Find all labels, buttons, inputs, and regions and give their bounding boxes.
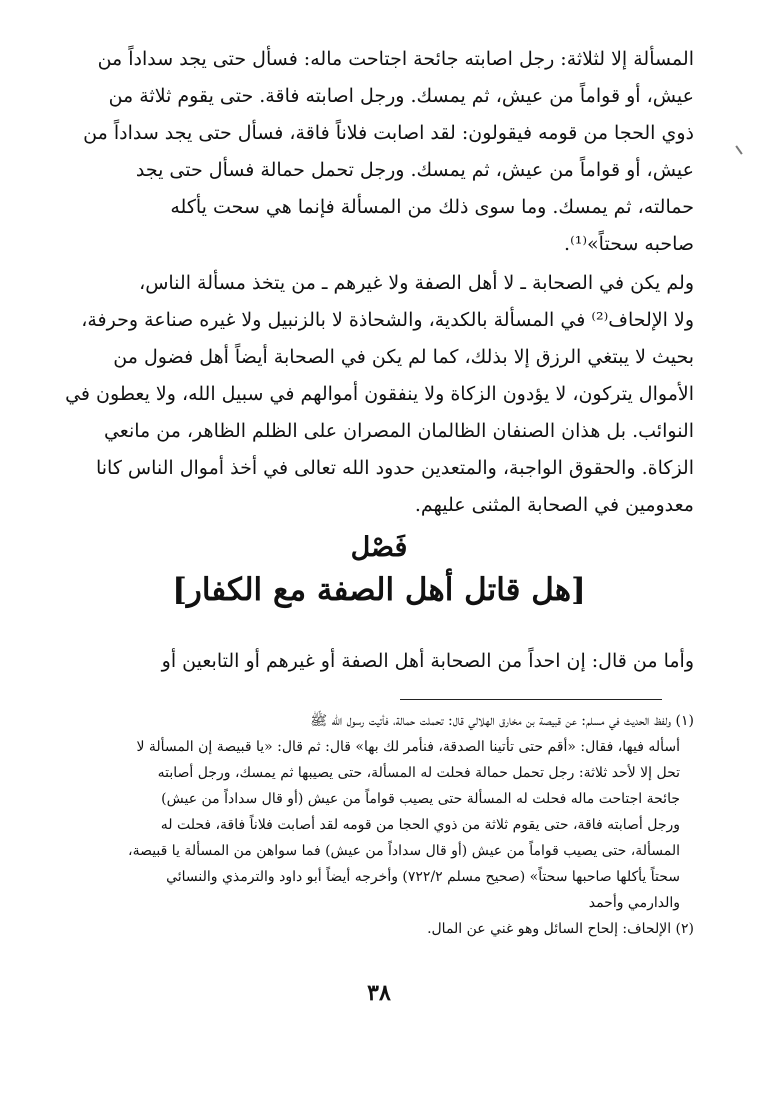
text-line: عيش، أو قواماً من عيش، ثم يمسك. ورجل تحمل حمالة فسأل حتى يجد — [135, 159, 694, 181]
footnote-line: (٢) الإلحاف: إلحاح السائل وهو غني عن المال. — [427, 921, 694, 937]
footnote-separator — [400, 699, 662, 700]
paragraph-3 — [62, 643, 694, 680]
footnote-line: (١) ولفظ الحديث في مسلم: عن قبيصة بن مخارق الهلالي قال: تحملت حمالة، فأتيت رسول الله ﷺ — [310, 713, 694, 729]
paragraph-2 — [62, 265, 694, 524]
page-number: ٣٨ — [367, 980, 391, 1006]
text-line: حمالته، ثم يمسك. وما سوى ذلك من المسألة فإنما هي سحت يأكله — [170, 196, 694, 218]
footnote-line: والدارمي وأحمد — [588, 895, 680, 911]
text-line: بحيث لا يبتغي الرزق إلا بذلك، كما لم يكن في الصحابة أيضاً أهل فضول من — [113, 346, 694, 368]
text-line: النوائب. بل هذان الصنفان الظالمان المصران على الظلم الظاهر، من مانعي — [103, 420, 694, 442]
footnote-line: المسألة، حتى يصيب قواماً من عيش (أو قال سداداً من عيش) فما سواهن من المسألة يا قبيصة، — [128, 843, 680, 859]
text-line: عيش، أو قواماً من عيش، ثم يمسك. ورجل اصابته فاقة. حتى يقوم ثلاثة من — [108, 85, 694, 107]
footnote-line: أسأله فيها، فقال: «أقم حتى تأتينا الصدقة، فنأمر لك بها» قال: ثم قال: «يا قبيصة إن المسألة لا — [136, 739, 680, 755]
footnotes — [62, 708, 694, 942]
text-line: ذوي الحجا من قومه فيقولون: لقد اصابت فلاناً فاقة، فسأل حتى يجد سداداً من — [83, 122, 694, 144]
text-line: ولا الإلحاف⁽²⁾ في المسألة بالكدية، والشحاذة لا بالزنبيل ولا غيره صناعة وحرفة، — [81, 309, 694, 331]
section-label: فَصْل — [350, 532, 408, 563]
footnote-line: ورجل أصابته فاقة، حتى يقوم ثلاثة من ذوي الحجا من قومه لقد أصابت فلاناً فاقة، فحلت له — [160, 817, 680, 833]
text-line: المسألة إلا لثلاثة: رجل اصابته جائحة اجتاحت ماله: فسأل حتى يجد سداداً من — [97, 48, 694, 70]
text-line: صاحبه سحتاً»⁽¹⁾. — [564, 233, 694, 255]
text-line: الزكاة. والحقوق الواجبة، والمتعدين حدود الله تعالى في أخذ أموال الناس كانا — [95, 457, 694, 479]
text-line: الأموال يتركون، لا يؤدون الزكاة ولا ينفقون أموالهم في سبيل الله، ولا يعطون في — [65, 383, 694, 405]
stray-mark — [735, 145, 742, 154]
text-line: معدومين في الصحابة المثنى عليهم. — [414, 494, 694, 516]
section-title: [هل قاتل أهل الصفة مع الكفار] — [172, 572, 586, 608]
footnote-line: تحل إلا لأحد ثلاثة: رجل تحمل حمالة فحلت له المسألة، حتى يصيبها ثم يمسك، ورجل أصابته — [157, 765, 680, 781]
footnote-line: سحتاً يأكلها صاحبها سحتاً» (صحيح مسلم ٧٢٢/٢) وأخرجه أيضاً أبو داود والترمذي والنسائي — [166, 869, 680, 885]
paragraph-1 — [62, 41, 694, 263]
text-line: ولم يكن في الصحابة ـ لا أهل الصفة ولا غيرهم ـ من يتخذ مسألة الناس، — [139, 272, 694, 294]
footnote-line: جائحة اجتاحت ماله فحلت له المسألة حتى يصيب قواماً من عيش (أو قال سداداً من عيش) — [161, 791, 680, 807]
text-line: وأما من قال: إن احداً من الصحابة أهل الصفة أو غيرهم أو التابعين أو — [161, 650, 694, 672]
